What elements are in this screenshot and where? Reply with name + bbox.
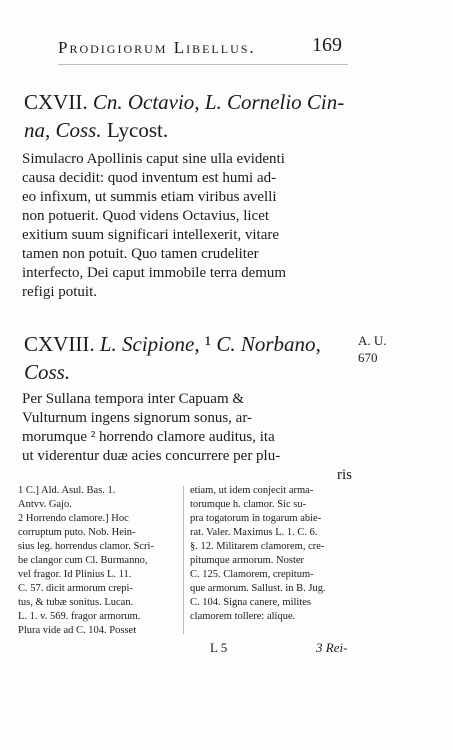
- chapter-117-consul-1: Cn. Octavio: [92, 90, 195, 114]
- chapter-118-text: [22, 390, 352, 485]
- chapter-117-source: Lycost.: [101, 118, 169, 142]
- text-line: Vulturnum ingens signorum sonus, ar-: [22, 410, 253, 426]
- footnote-line: pra togatorum in togarum abie-: [190, 513, 322, 524]
- footnote-line: Antvv. Gajo.: [18, 499, 72, 510]
- footnote-line: que armorum. Sallust. in B. Jug.: [190, 583, 326, 594]
- footnote-line: tus, & tubæ sonitus. Lucan.: [18, 597, 134, 608]
- footnote-line: 1 C.] Ald. Asul. Bas. 1.: [18, 485, 116, 496]
- footnote-line: sius leg. horrendus clamor. Scri-: [18, 541, 154, 552]
- footnote-line: rat. Valer. Maximus L. 1. C. 6.: [190, 527, 318, 538]
- chapter-117-number: CXVII.: [24, 90, 93, 114]
- text-line: causa decidit: quod inventum est humi ad-: [22, 170, 277, 186]
- header-rule: [58, 64, 348, 65]
- text-line: non potuerit. Quod videns Octavius, licet: [22, 208, 270, 224]
- chapter-117-consul-2: L. Cornelio Cin-: [204, 90, 345, 114]
- text-line: Simulacro Apollinis caput sine ulla evidenti: [22, 151, 285, 167]
- text-line: Per Sullana tempora inter Capuam &: [22, 391, 245, 407]
- footnote-divider: [183, 486, 184, 634]
- text-line: morumque ² horrendo clamore auditus, ita: [22, 429, 275, 445]
- running-head-title: Prodigiorum Libellus.: [58, 38, 256, 57]
- text-line: refigi potuit.: [22, 284, 97, 300]
- footnote-line: vel fragor. Id Plinius L. 11.: [18, 569, 132, 580]
- text-line: interfecto, Dei caput immobile terra demum: [22, 265, 287, 281]
- chapter-118-consul-1: L. Scipione: [99, 332, 195, 356]
- chapter-117-heading: CXVII. Cn. Octavio, L. Cornelio Cin- na, Coss. Lycost.: [24, 90, 345, 142]
- text-line: ut viderentur duæ acies concurrere per plu-: [22, 448, 281, 464]
- footnote-line: etiam, ut idem conjecit arma-: [190, 485, 314, 496]
- chapter-118-consul-2: C. Norbano: [216, 332, 316, 356]
- chapter-118-heading: CXVIII. L. Scipione, ¹ C. Norbano, Coss.: [24, 332, 321, 384]
- text-line: exitium suum significari intellexerit, vitare: [22, 227, 280, 243]
- chapter-117-text: [22, 150, 352, 302]
- footnote-line: C. 104. Signa canere, milites: [190, 597, 312, 608]
- footnote-line: L. 1. v. 569. fragor armorum.: [18, 611, 141, 622]
- footnote-line: C. 57. dicit armorum crepi-: [18, 583, 133, 594]
- footnote-line: torumque h. clamor. Sic su-: [190, 499, 307, 510]
- footnote-line: be clangor cum Cl. Burmanno,: [18, 555, 148, 566]
- chapter-118-number: CXVIII.: [24, 332, 100, 356]
- text-line: tamen non potuit. Quo tamen crudeliter: [22, 246, 259, 262]
- footnote-line: pitumque armorum. Noster: [190, 555, 305, 566]
- footnote-line: C. 125. Clamorem, crepitum-: [190, 569, 314, 580]
- page-footer: [0, 640, 453, 660]
- footnotes-right-column: [190, 484, 350, 624]
- catchword: 3 Rei-: [316, 640, 348, 655]
- footnote-line: 2 Horrendo clamore.] Hoc: [18, 513, 129, 524]
- footnote-line: Plura vide ad C. 104. Posset: [18, 625, 137, 636]
- page-number: 169: [312, 34, 342, 56]
- footnotes-left-column: [18, 484, 178, 638]
- text-line: ris: [337, 467, 352, 483]
- footnote-line: §. 12. Militarem clamorem, cre-: [190, 541, 325, 552]
- signature-mark: L 5: [210, 640, 228, 655]
- running-head: [0, 34, 453, 62]
- margin-note-year: A. U. 670: [358, 333, 387, 365]
- text-line: eo infixum, ut summis etiam viribus avelli: [22, 189, 277, 205]
- footnote-line: corruptum puto. Nob. Hein-: [18, 527, 136, 538]
- footnote-line: clamorem tollere: alique.: [190, 611, 296, 622]
